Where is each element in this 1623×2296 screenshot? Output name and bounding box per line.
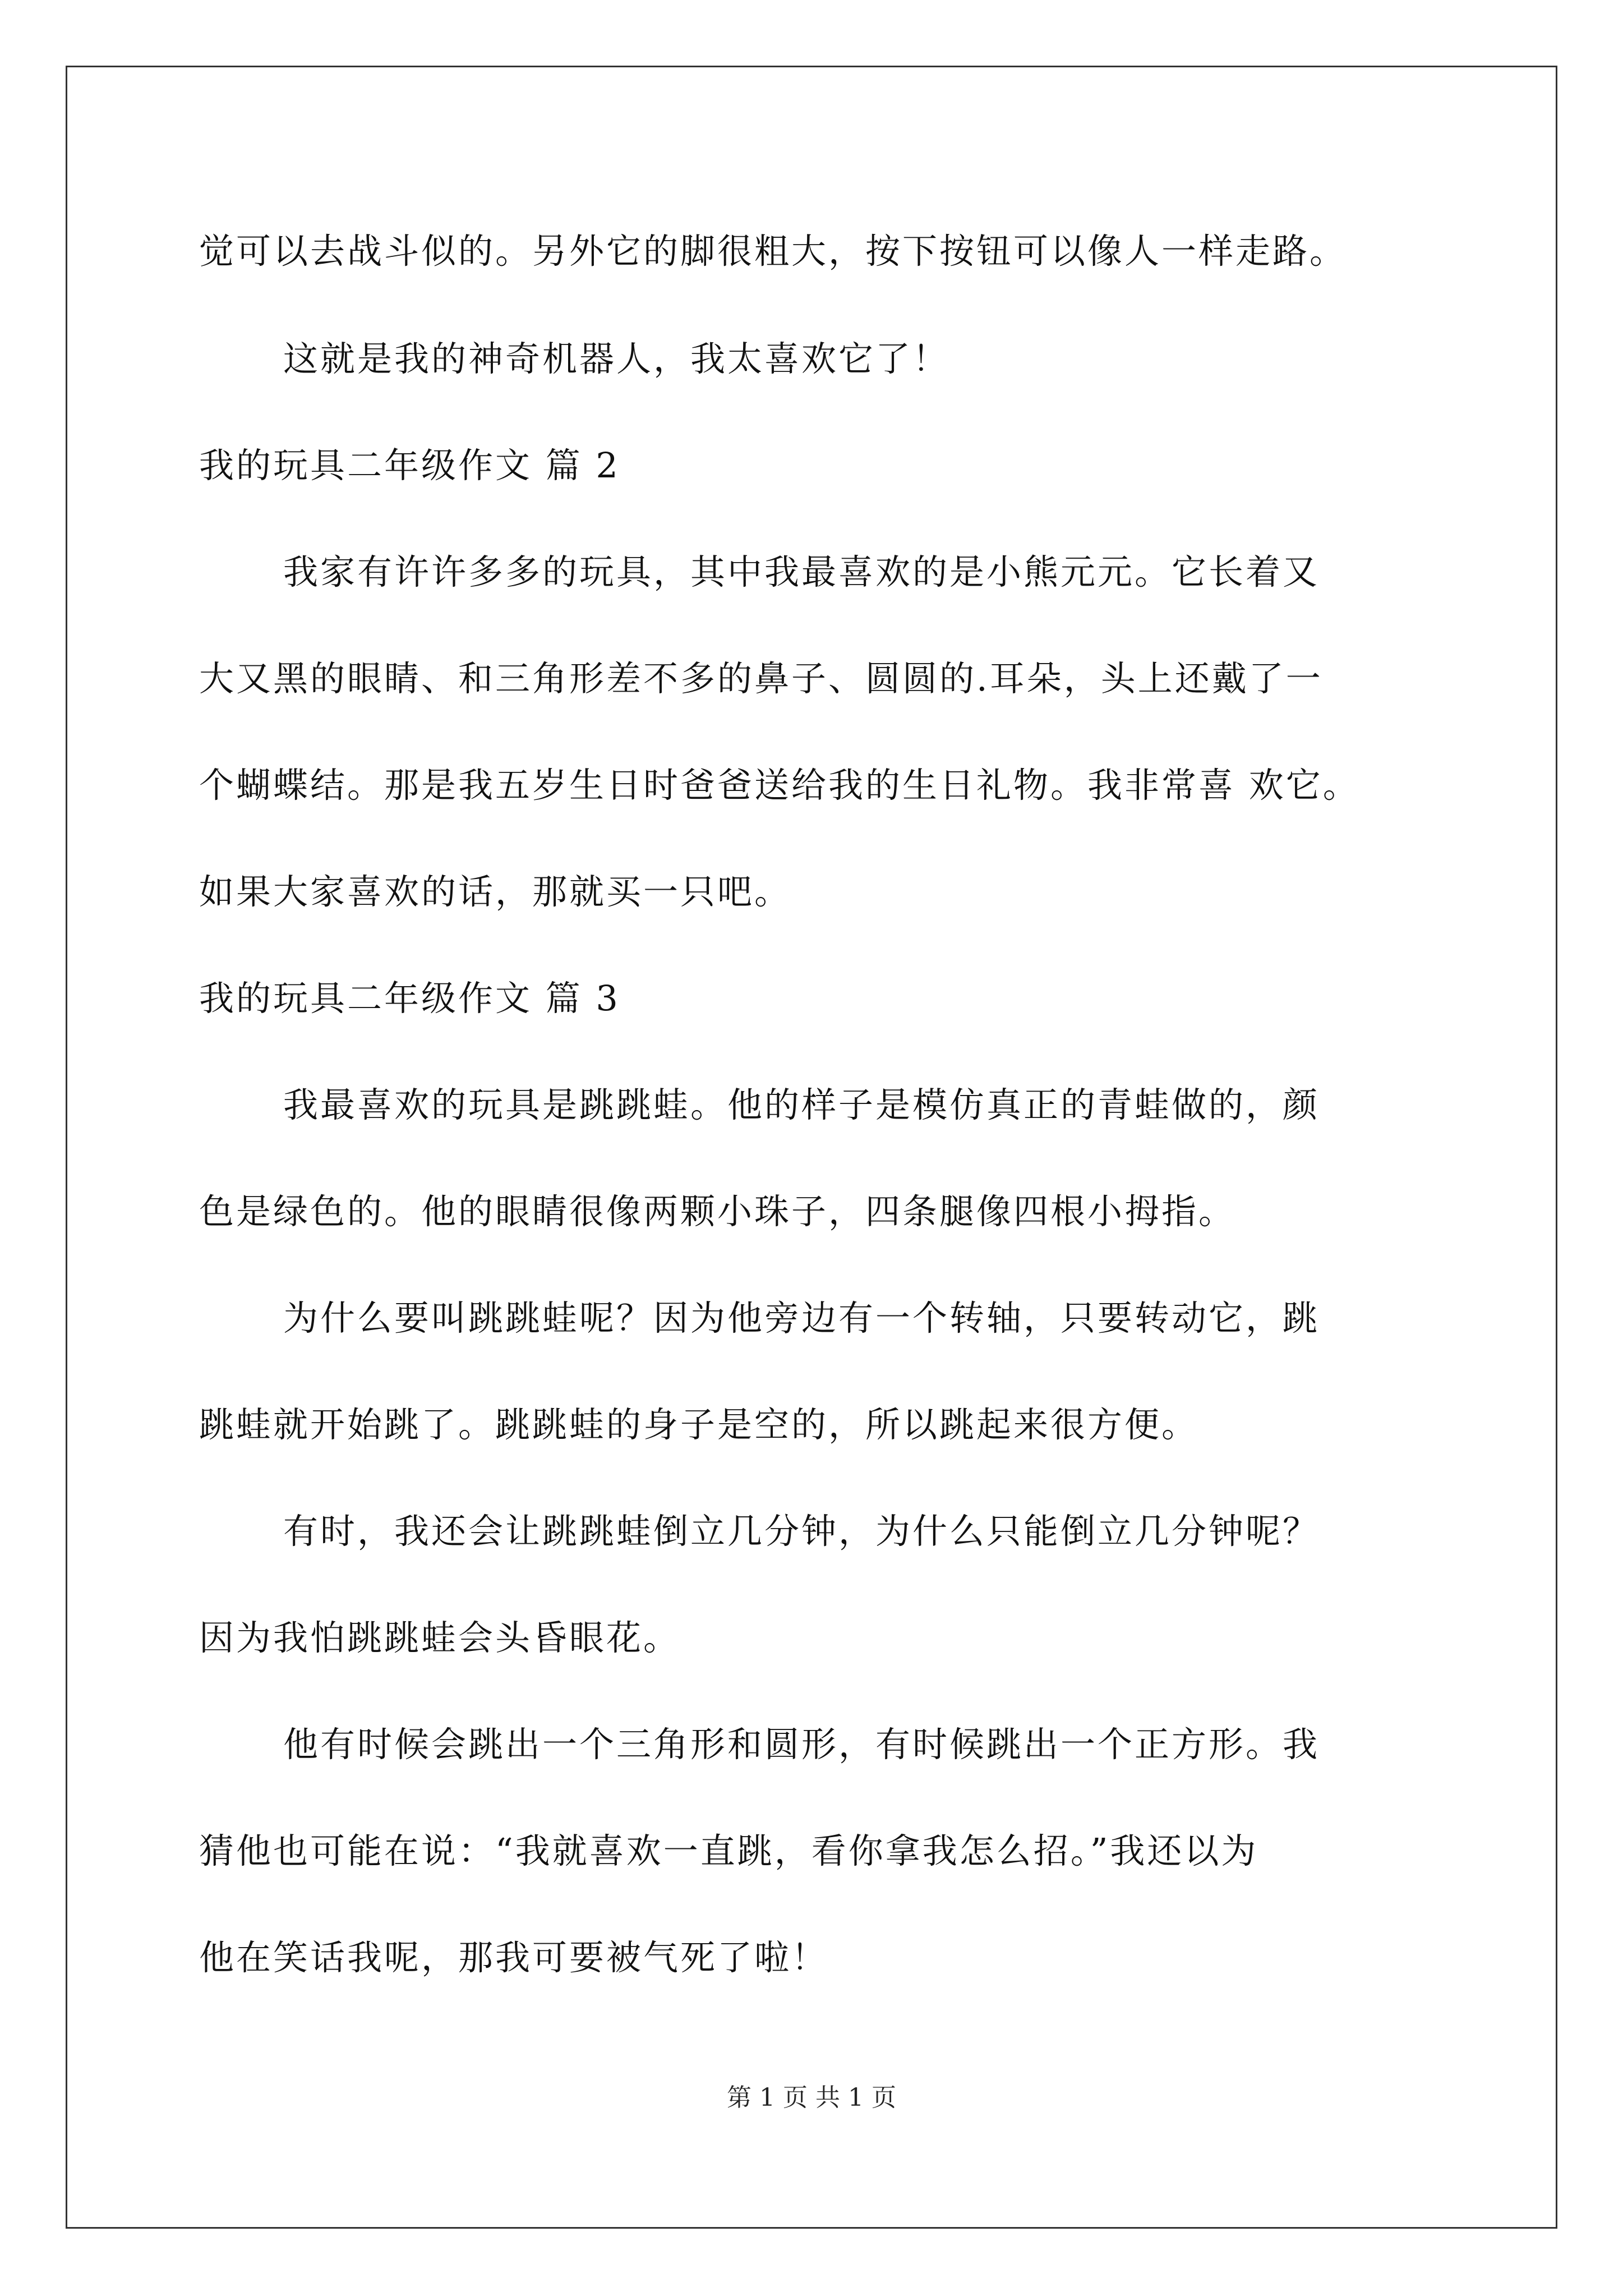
paragraph-line: 这就是我的神奇机器人，我太喜欢它了！ <box>283 338 950 379</box>
paragraph-line: 因为我怕跳跳蛙会头昏眼花。 <box>199 1617 681 1658</box>
paragraph-line: 觉可以去战斗似的。另外它的脚很粗大，按下按钮可以像人一样走路。 <box>199 231 1347 272</box>
paragraph-line: 为什么要叫跳跳蛙呢？因为他旁边有一个转轴，只要转动它，跳 <box>283 1297 1320 1338</box>
paragraph-line: 他有时候会跳出一个三角形和圆形，有时候跳出一个正方形。我 <box>283 1724 1320 1765</box>
section-heading: 我的玩具二年级作文 篇 3 <box>199 978 620 1019</box>
paragraph-line: 色是绿色的。他的眼睛很像两颗小珠子，四条腿像四根小拇指。 <box>199 1191 1236 1232</box>
section-heading: 我的玩具二年级作文 篇 2 <box>199 445 620 486</box>
page-frame <box>66 66 1557 2229</box>
paragraph-line: 大又黑的眼睛、和三角形差不多的鼻子、圆圆的.耳朵，头上还戴了一 <box>199 658 1323 699</box>
paragraph-line: 他在笑话我呢，那我可要被气死了啦！ <box>199 1937 829 1978</box>
paragraph-line: 个蝴蝶结。那是我五岁生日时爸爸送给我的生日礼物。我非常喜 欢它。 <box>199 765 1360 806</box>
paragraph-line: 有时，我还会让跳跳蛙倒立几分钟，为什么只能倒立几分钟呢？ <box>283 1511 1320 1552</box>
page-footer: 第 1 页 共 1 页 <box>727 2083 896 2112</box>
paragraph-line: 猜他也可能在说：“我就喜欢一直跳，看你拿我怎么招。”我还以为 <box>199 1830 1258 1871</box>
paragraph-line: 我家有许许多多的玩具，其中我最喜欢的是小熊元元。它长着又 <box>283 551 1320 592</box>
paragraph-line: 我最喜欢的玩具是跳跳蛙。他的样子是模仿真正的青蛙做的，颜 <box>283 1084 1320 1125</box>
paragraph-line: 跳蛙就开始跳了。跳跳蛙的身子是空的，所以跳起来很方便。 <box>199 1404 1199 1445</box>
paragraph-line: 如果大家喜欢的话，那就买一只吧。 <box>199 871 792 912</box>
